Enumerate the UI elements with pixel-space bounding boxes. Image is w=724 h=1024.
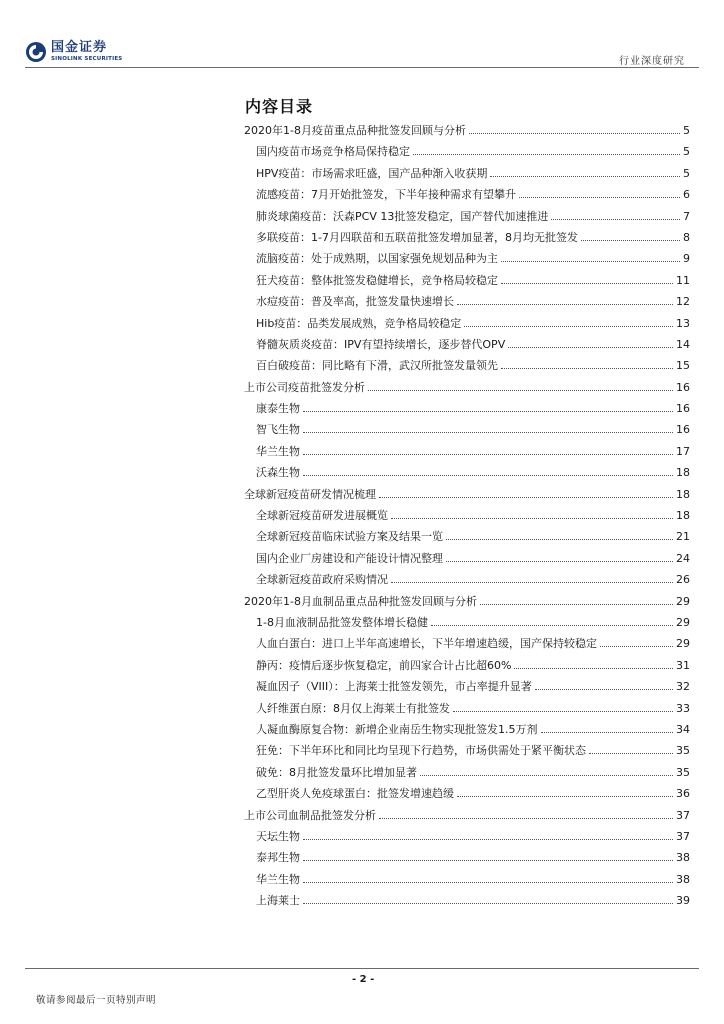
toc-leader-dots: [303, 410, 673, 412]
toc-entry[interactable]: [244, 377, 690, 398]
toc-leader-dots: [535, 688, 673, 690]
toc-entry-page: 38: [676, 851, 690, 865]
toc-entry[interactable]: [244, 783, 690, 804]
toc-entry-text: 水痘疫苗：普及率高，批签发量快速增长: [256, 295, 454, 309]
toc-leader-dots: [501, 260, 680, 262]
toc-entry-text: 上市公司疫苗批签发分析: [244, 380, 365, 394]
toc-entry-page: 29: [676, 637, 690, 651]
toc-entry-text: 狂免：下半年环比和同比均呈现下行趋势，市场供需处于紧平衡状态: [256, 744, 586, 758]
toc-entry-text: 华兰生物: [256, 872, 300, 886]
toc-entry-page: 14: [676, 337, 690, 351]
toc-entry-page: 17: [676, 444, 690, 458]
toc-entry[interactable]: [244, 184, 690, 205]
toc-entry-text: 破免：8月批签发量环比增加显著: [256, 765, 417, 779]
page-number: - 2 -: [352, 974, 375, 985]
toc-leader-dots: [581, 239, 680, 241]
toc-entry[interactable]: [244, 633, 690, 654]
toc-entry[interactable]: [244, 270, 690, 291]
toc-leader-dots: [453, 710, 673, 712]
toc-leader-dots: [501, 282, 673, 284]
toc-entry[interactable]: [244, 526, 690, 547]
toc-leader-dots: [303, 902, 673, 904]
toc-leader-dots: [541, 731, 674, 733]
toc-leader-dots: [303, 881, 673, 883]
toc-entry-text: 人血白蛋白：进口上半年高速增长，下半年增速趋缓，国产保持较稳定: [256, 637, 597, 651]
toc-entry-text: 多联疫苗：1-7月四联苗和五联苗批签发增加显著，8月均无批签发: [256, 230, 578, 244]
toc-entry[interactable]: [244, 441, 690, 462]
toc-entry-page: 7: [683, 209, 690, 223]
toc-leader-dots: [508, 346, 673, 348]
toc-entry-page: 12: [676, 295, 690, 309]
toc-entry[interactable]: [244, 313, 690, 334]
toc-entry-text: 天坛生物: [256, 829, 300, 843]
toc-leader-dots: [431, 624, 673, 626]
toc-entry-text: 全球新冠疫苗政府采购情况: [256, 573, 388, 587]
toc-entry[interactable]: [244, 719, 690, 740]
toc-entry[interactable]: [244, 612, 690, 633]
toc-entry-text: 全球新冠疫苗研发情况梳理: [244, 487, 376, 501]
toc-entry[interactable]: [244, 334, 690, 355]
toc-entry-page: 37: [676, 808, 690, 822]
toc-entry-page: 6: [683, 188, 690, 202]
toc-entry[interactable]: [244, 698, 690, 719]
toc-entry[interactable]: [244, 826, 690, 847]
toc-leader-dots: [379, 817, 673, 819]
toc-entry-page: 26: [676, 573, 690, 587]
toc-entry-page: 16: [676, 402, 690, 416]
toc-entry-page: 8: [683, 230, 690, 244]
toc-entry[interactable]: [244, 206, 690, 227]
toc-entry-page: 32: [676, 680, 690, 694]
toc-entry[interactable]: [244, 890, 690, 911]
toc-leader-dots: [501, 367, 673, 369]
toc-entry-text: 人纤维蛋白原：8月仅上海莱士有批签发: [256, 701, 450, 715]
toc-entry-page: 21: [676, 530, 690, 544]
toc-entry-page: 39: [676, 894, 690, 908]
toc-entry-page: 5: [683, 166, 690, 180]
toc-entry-page: 34: [676, 722, 690, 736]
disclaimer-note: 敬请参阅最后一页特别声明: [36, 995, 157, 1006]
toc-leader-dots: [464, 325, 673, 327]
toc-entry-text: Hib疫苗：品类发展成熟，竞争格局较稳定: [256, 316, 462, 330]
toc-entry-text: 狂犬疫苗：整体批签发稳健增长，竞争格局较稳定: [256, 273, 498, 287]
toc-entry-page: 18: [676, 487, 690, 501]
toc-entry-text: 华兰生物: [256, 444, 300, 458]
toc-entry-page: 29: [676, 615, 690, 629]
toc-entry-text: 人凝血酶原复合物：新增企业南岳生物实现批签发1.5万剂: [256, 722, 538, 736]
toc-leader-dots: [514, 667, 673, 669]
toc-leader-dots: [600, 645, 673, 647]
toc-entry[interactable]: [244, 227, 690, 248]
toc-entry-text: HPV疫苗：市场需求旺盛，国产品种渐入收获期: [256, 166, 488, 180]
toc-entry[interactable]: [244, 291, 690, 312]
toc-entry-page: 5: [683, 124, 690, 137]
toc-list: [244, 120, 690, 911]
toc-entry[interactable]: [244, 419, 690, 440]
toc-entry-text: 2020年1-8月血制品重点品种批签发回顾与分析: [244, 594, 477, 608]
toc-leader-dots: [368, 389, 673, 391]
toc-entry-page: 29: [676, 594, 690, 608]
toc-entry-text: 凝血因子（VIII）：上海莱士批签发领先，市占率提升显著: [256, 680, 532, 694]
toc-entry-text: 脊髓灰质炎疫苗：IPV有望持续增长，逐步替代OPV: [256, 337, 506, 351]
toc-entry-page: 33: [676, 701, 690, 715]
toc-leader-dots: [551, 218, 680, 220]
toc-entry-page: 15: [676, 359, 690, 373]
toc-entry-page: 18: [676, 509, 690, 523]
toc-entry-text: 百白破疫苗：同比略有下滑，武汉所批签发量领先: [256, 359, 498, 373]
toc-entry[interactable]: [244, 462, 690, 483]
toc-entry[interactable]: [244, 847, 690, 868]
toc-entry-text: 国内企业厂房建设和产能设计情况整理: [256, 551, 443, 565]
toc-entry-text: 肺炎球菌疫苗：沃森PCV 13批签发稳定，国产替代加速推进: [256, 209, 549, 223]
toc-leader-dots: [446, 538, 673, 540]
toc-leader-dots: [519, 196, 680, 198]
toc-entry[interactable]: [244, 569, 690, 590]
toc-leader-dots: [391, 581, 673, 583]
toc-entry[interactable]: [244, 655, 690, 676]
toc-leader-dots: [480, 603, 673, 605]
toc-entry[interactable]: [244, 163, 690, 184]
toc-entry-page: 18: [676, 466, 690, 480]
toc-entry-text: 国内疫苗市场竞争格局保持稳定: [256, 145, 410, 159]
toc-entry-page: 5: [683, 145, 690, 159]
toc-entry-page: 9: [683, 252, 690, 266]
logo-chinese-name: 国金证券: [51, 40, 108, 55]
toc-leader-dots: [303, 453, 673, 455]
toc-entry-page: 35: [676, 744, 690, 758]
toc-entry[interactable]: [244, 505, 690, 526]
toc-leader-dots: [303, 431, 673, 433]
toc-leader-dots: [457, 303, 673, 305]
toc-entry-page: 24: [676, 551, 690, 565]
toc-entry-page: 38: [676, 872, 690, 886]
toc-entry-page: 11: [676, 273, 690, 287]
toc-entry-text: 2020年1-8月疫苗重点品种批签发回顾与分析: [244, 124, 466, 137]
toc-entry[interactable]: [244, 120, 690, 141]
toc-leader-dots: [379, 496, 673, 498]
toc-entry-text: 沃森生物: [256, 466, 300, 480]
toc-entry[interactable]: [244, 591, 690, 612]
toc-entry-page: 36: [676, 787, 690, 801]
footer-divider: [25, 968, 699, 969]
toc-entry[interactable]: [244, 398, 690, 419]
toc-entry-page: 13: [676, 316, 690, 330]
toc-entry[interactable]: [244, 805, 690, 826]
toc-leader-dots: [446, 560, 673, 562]
toc-entry-text: 全球新冠疫苗研发进展概览: [256, 509, 388, 523]
toc-entry-text: 1-8月血液制品批签发整体增长稳健: [256, 615, 428, 629]
logo-english-name: SINOLINK SECURITIES: [51, 56, 123, 62]
toc-entry[interactable]: [244, 740, 690, 761]
toc-entry-text: 康泰生物: [256, 402, 300, 416]
toc-entry-page: 16: [676, 423, 690, 437]
toc-entry-text: 泰邦生物: [256, 851, 300, 865]
toc-entry[interactable]: [244, 548, 690, 569]
toc-title: 内容目录: [245, 97, 314, 116]
toc-leader-dots: [303, 474, 673, 476]
toc-entry[interactable]: [244, 676, 690, 697]
toc-leader-dots: [413, 153, 680, 155]
toc-entry[interactable]: [244, 762, 690, 783]
toc-leader-dots: [391, 517, 673, 519]
toc-leader-dots: [490, 175, 680, 177]
toc-entry-text: 上市公司血制品批签发分析: [244, 808, 376, 822]
toc-entry-text: 全球新冠疫苗临床试验方案及结果一览: [256, 530, 443, 544]
logo-mark-icon: [25, 41, 47, 63]
toc-entry-page: 31: [676, 658, 690, 672]
toc-entry-text: 上海莱士: [256, 894, 300, 908]
toc-leader-dots: [303, 859, 673, 861]
toc-leader-dots: [457, 795, 673, 797]
toc-entry[interactable]: [244, 141, 690, 162]
page-header: [25, 36, 699, 70]
toc-leader-dots: [303, 838, 673, 840]
toc-entry-text: 静丙：疫情后逐步恢复稳定，前四家合计占比超60%: [256, 658, 512, 672]
toc-entry[interactable]: [244, 355, 690, 376]
toc-entry-page: 16: [676, 380, 690, 394]
toc-entry[interactable]: [244, 484, 690, 505]
toc-entry[interactable]: [244, 869, 690, 890]
toc-leader-dots: [420, 774, 673, 776]
toc-entry-text: 流感疫苗：7月开始批签发，下半年接种需求有望攀升: [256, 188, 516, 202]
toc-entry-text: 乙型肝炎人免疫球蛋白：批签发增速趋缓: [256, 787, 454, 801]
toc-entry-page: 37: [676, 829, 690, 843]
toc-leader-dots: [469, 132, 680, 134]
toc-entry-text: 智飞生物: [256, 423, 300, 437]
toc-entry[interactable]: [244, 248, 690, 269]
toc-entry-page: 35: [676, 765, 690, 779]
toc-entry-text: 流脑疫苗：处于成熟期，以国家强免规划品种为主: [256, 252, 498, 266]
company-logo: [25, 38, 122, 66]
toc-leader-dots: [589, 752, 673, 754]
header-divider: [25, 67, 699, 68]
report-type: 行业深度研究: [619, 56, 685, 67]
